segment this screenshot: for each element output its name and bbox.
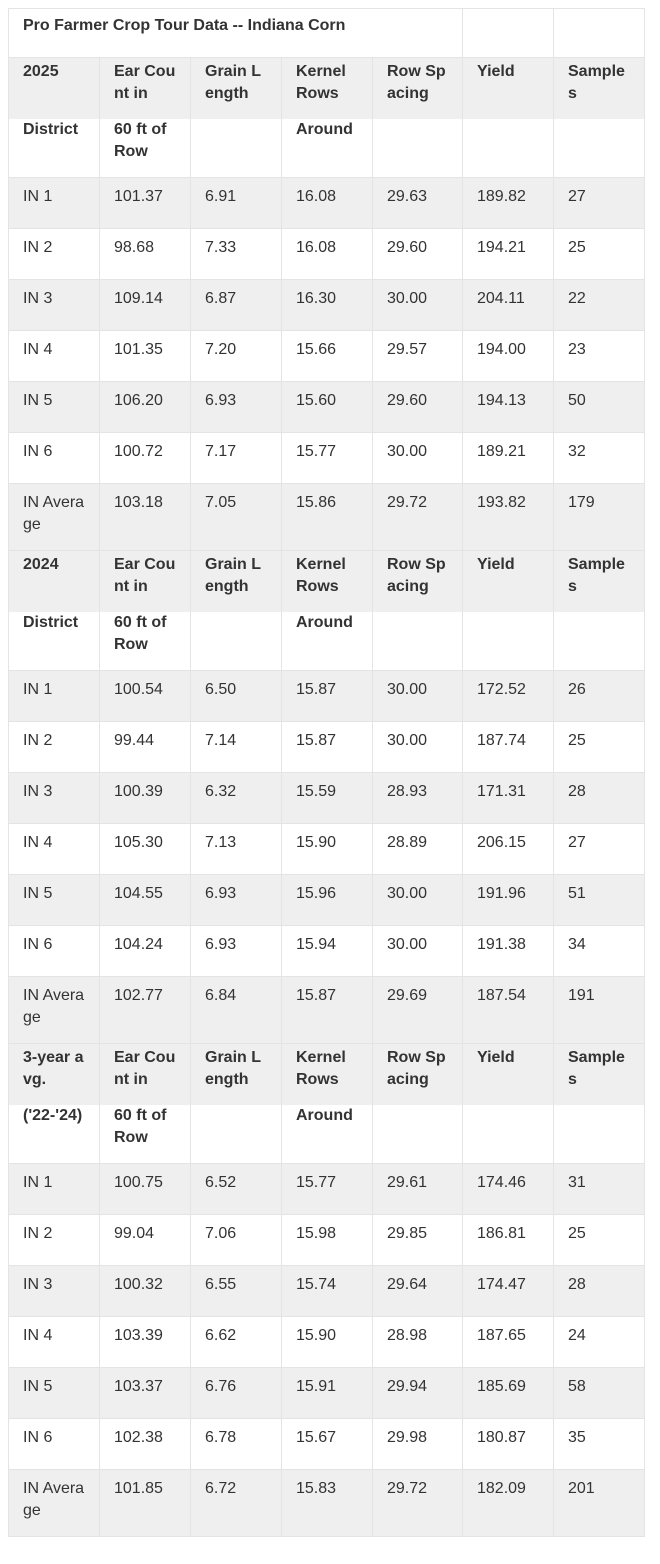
subheader-cell-yield xyxy=(463,119,554,178)
header-cell-yield: Yield xyxy=(463,58,554,120)
cell-district: IN 6 xyxy=(9,1419,100,1470)
cell-ear-count: 103.37 xyxy=(100,1368,191,1419)
table-row xyxy=(9,722,645,773)
cell-yield: 204.11 xyxy=(463,280,554,331)
cell-ear-count: 100.39 xyxy=(100,773,191,824)
cell-samples: 51 xyxy=(554,875,645,926)
cell-grain-length: 7.13 xyxy=(191,824,282,875)
cell-kernel-rows: 15.87 xyxy=(282,671,373,722)
cell-grain-length: 7.20 xyxy=(191,331,282,382)
section-header-row xyxy=(9,551,645,613)
cell-kernel-rows: 16.08 xyxy=(282,178,373,229)
table-body xyxy=(9,9,645,1537)
cell-row-spacing: 30.00 xyxy=(373,722,463,773)
table-row xyxy=(9,433,645,484)
header-cell-kernel-rows: Kernel Rows xyxy=(282,58,373,120)
subheader-cell-district: ('22-'24) xyxy=(9,1105,100,1164)
table-row xyxy=(9,382,645,433)
cell-kernel-rows: 15.90 xyxy=(282,1317,373,1368)
cell-yield: 194.00 xyxy=(463,331,554,382)
subheader-cell-row-spacing xyxy=(373,612,463,671)
cell-district: IN 1 xyxy=(9,1164,100,1215)
cell-ear-count: 101.35 xyxy=(100,331,191,382)
table-row xyxy=(9,1317,645,1368)
cell-row-spacing: 30.00 xyxy=(373,926,463,977)
cell-ear-count: 104.24 xyxy=(100,926,191,977)
cell-kernel-rows: 15.66 xyxy=(282,331,373,382)
cell-row-spacing: 28.93 xyxy=(373,773,463,824)
cell-ear-count: 105.30 xyxy=(100,824,191,875)
cell-kernel-rows: 15.87 xyxy=(282,977,373,1044)
cell-row-spacing: 29.60 xyxy=(373,229,463,280)
table-row xyxy=(9,1164,645,1215)
cell-district: IN 4 xyxy=(9,824,100,875)
header-cell-kernel-rows: Kernel Rows xyxy=(282,551,373,613)
cell-samples: 22 xyxy=(554,280,645,331)
table-row xyxy=(9,178,645,229)
section-subheader-row xyxy=(9,612,645,671)
cell-row-spacing: 30.00 xyxy=(373,433,463,484)
cell-district: IN 5 xyxy=(9,875,100,926)
cell-kernel-rows: 15.77 xyxy=(282,1164,373,1215)
cell-yield: 189.82 xyxy=(463,178,554,229)
subheader-cell-yield xyxy=(463,612,554,671)
cell-district: IN 2 xyxy=(9,722,100,773)
cell-yield: 186.81 xyxy=(463,1215,554,1266)
table-row xyxy=(9,331,645,382)
cell-ear-count: 100.32 xyxy=(100,1266,191,1317)
table-row xyxy=(9,1266,645,1317)
cell-ear-count: 98.68 xyxy=(100,229,191,280)
cell-samples: 27 xyxy=(554,824,645,875)
subheader-cell-samples xyxy=(554,119,645,178)
cell-row-spacing: 29.57 xyxy=(373,331,463,382)
subheader-cell-kernel-rows: Around xyxy=(282,119,373,178)
cell-ear-count: 101.37 xyxy=(100,178,191,229)
cell-ear-count: 99.44 xyxy=(100,722,191,773)
cell-kernel-rows: 15.77 xyxy=(282,433,373,484)
cell-yield: 182.09 xyxy=(463,1470,554,1537)
cell-yield: 171.31 xyxy=(463,773,554,824)
cell-grain-length: 6.52 xyxy=(191,1164,282,1215)
cell-yield: 187.74 xyxy=(463,722,554,773)
header-cell-row-spacing: Row Spacing xyxy=(373,551,463,613)
subheader-cell-row-spacing xyxy=(373,1105,463,1164)
header-cell-district: 3-year avg. xyxy=(9,1044,100,1106)
cell-yield: 194.21 xyxy=(463,229,554,280)
cell-samples: 25 xyxy=(554,722,645,773)
cell-ear-count: 102.38 xyxy=(100,1419,191,1470)
header-cell-district: 2024 xyxy=(9,551,100,613)
table-row xyxy=(9,875,645,926)
table-row xyxy=(9,824,645,875)
cell-samples: 58 xyxy=(554,1368,645,1419)
cell-ear-count: 100.72 xyxy=(100,433,191,484)
average-row xyxy=(9,977,645,1044)
header-cell-row-spacing: Row Spacing xyxy=(373,1044,463,1106)
cell-ear-count: 103.39 xyxy=(100,1317,191,1368)
cell-samples: 25 xyxy=(554,229,645,280)
cell-district: IN 2 xyxy=(9,1215,100,1266)
cell-district: IN 2 xyxy=(9,229,100,280)
cell-row-spacing: 29.72 xyxy=(373,484,463,551)
cell-yield: 191.96 xyxy=(463,875,554,926)
cell-grain-length: 7.14 xyxy=(191,722,282,773)
cell-district: IN 1 xyxy=(9,178,100,229)
cell-district: IN Average xyxy=(9,977,100,1044)
cell-kernel-rows: 15.87 xyxy=(282,722,373,773)
subheader-cell-samples xyxy=(554,612,645,671)
cell-ear-count: 102.77 xyxy=(100,977,191,1044)
cell-yield: 194.13 xyxy=(463,382,554,433)
cell-samples: 201 xyxy=(554,1470,645,1537)
header-cell-row-spacing: Row Spacing xyxy=(373,58,463,120)
cell-samples: 31 xyxy=(554,1164,645,1215)
cell-grain-length: 7.06 xyxy=(191,1215,282,1266)
cell-grain-length: 6.50 xyxy=(191,671,282,722)
cell-row-spacing: 30.00 xyxy=(373,280,463,331)
crop-tour-table xyxy=(8,8,645,1537)
subheader-cell-district: District xyxy=(9,612,100,671)
cell-district: IN 4 xyxy=(9,1317,100,1368)
table-row xyxy=(9,280,645,331)
header-cell-district: 2025 xyxy=(9,58,100,120)
cell-grain-length: 7.05 xyxy=(191,484,282,551)
cell-kernel-rows: 15.94 xyxy=(282,926,373,977)
cell-row-spacing: 29.69 xyxy=(373,977,463,1044)
cell-yield: 191.38 xyxy=(463,926,554,977)
subheader-cell-kernel-rows: Around xyxy=(282,1105,373,1164)
section-header-row xyxy=(9,1044,645,1106)
subheader-cell-samples xyxy=(554,1105,645,1164)
cell-kernel-rows: 15.98 xyxy=(282,1215,373,1266)
cell-grain-length: 6.87 xyxy=(191,280,282,331)
cell-yield: 206.15 xyxy=(463,824,554,875)
table-row xyxy=(9,926,645,977)
header-cell-grain-length: Grain Length xyxy=(191,551,282,613)
cell-samples: 23 xyxy=(554,331,645,382)
header-cell-samples: Samples xyxy=(554,551,645,613)
cell-district: IN 3 xyxy=(9,280,100,331)
cell-row-spacing: 29.98 xyxy=(373,1419,463,1470)
cell-grain-length: 7.17 xyxy=(191,433,282,484)
cell-yield: 189.21 xyxy=(463,433,554,484)
cell-kernel-rows: 15.83 xyxy=(282,1470,373,1537)
cell-samples: 32 xyxy=(554,433,645,484)
cell-grain-length: 6.84 xyxy=(191,977,282,1044)
cell-yield: 174.47 xyxy=(463,1266,554,1317)
cell-ear-count: 106.20 xyxy=(100,382,191,433)
cell-kernel-rows: 15.96 xyxy=(282,875,373,926)
cell-grain-length: 6.32 xyxy=(191,773,282,824)
table-row xyxy=(9,1368,645,1419)
header-cell-kernel-rows: Kernel Rows xyxy=(282,1044,373,1106)
subheader-cell-ear-count: 60 ft of Row xyxy=(100,612,191,671)
cell-ear-count: 109.14 xyxy=(100,280,191,331)
cell-samples: 28 xyxy=(554,1266,645,1317)
cell-district: IN 5 xyxy=(9,382,100,433)
cell-samples: 26 xyxy=(554,671,645,722)
subheader-cell-ear-count: 60 ft of Row xyxy=(100,119,191,178)
cell-district: IN Average xyxy=(9,1470,100,1537)
cell-district: IN 3 xyxy=(9,773,100,824)
section-subheader-row xyxy=(9,1105,645,1164)
cell-yield: 172.52 xyxy=(463,671,554,722)
table-title-row xyxy=(9,9,645,58)
header-cell-ear-count: Ear Count in xyxy=(100,551,191,613)
cell-samples: 28 xyxy=(554,773,645,824)
cell-ear-count: 99.04 xyxy=(100,1215,191,1266)
cell-grain-length: 7.33 xyxy=(191,229,282,280)
cell-ear-count: 104.55 xyxy=(100,875,191,926)
cell-row-spacing: 30.00 xyxy=(373,671,463,722)
cell-grain-length: 6.78 xyxy=(191,1419,282,1470)
subheader-cell-row-spacing xyxy=(373,119,463,178)
header-cell-samples: Samples xyxy=(554,58,645,120)
cell-row-spacing: 29.61 xyxy=(373,1164,463,1215)
cell-kernel-rows: 15.60 xyxy=(282,382,373,433)
cell-row-spacing: 28.89 xyxy=(373,824,463,875)
table-row xyxy=(9,1419,645,1470)
header-cell-yield: Yield xyxy=(463,1044,554,1106)
cell-row-spacing: 29.85 xyxy=(373,1215,463,1266)
empty-cell xyxy=(463,9,554,58)
cell-yield: 180.87 xyxy=(463,1419,554,1470)
section-header-row xyxy=(9,58,645,120)
cell-district: IN Average xyxy=(9,484,100,551)
cell-row-spacing: 28.98 xyxy=(373,1317,463,1368)
cell-district: IN 6 xyxy=(9,926,100,977)
subheader-cell-ear-count: 60 ft of Row xyxy=(100,1105,191,1164)
cell-samples: 191 xyxy=(554,977,645,1044)
cell-samples: 27 xyxy=(554,178,645,229)
subheader-cell-kernel-rows: Around xyxy=(282,612,373,671)
cell-yield: 187.54 xyxy=(463,977,554,1044)
cell-district: IN 1 xyxy=(9,671,100,722)
cell-samples: 34 xyxy=(554,926,645,977)
cell-ear-count: 103.18 xyxy=(100,484,191,551)
subheader-cell-grain-length xyxy=(191,612,282,671)
cell-kernel-rows: 15.90 xyxy=(282,824,373,875)
header-cell-yield: Yield xyxy=(463,551,554,613)
cell-kernel-rows: 15.74 xyxy=(282,1266,373,1317)
cell-grain-length: 6.93 xyxy=(191,926,282,977)
cell-row-spacing: 29.94 xyxy=(373,1368,463,1419)
cell-samples: 50 xyxy=(554,382,645,433)
subheader-cell-grain-length xyxy=(191,119,282,178)
cell-row-spacing: 29.64 xyxy=(373,1266,463,1317)
cell-ear-count: 100.75 xyxy=(100,1164,191,1215)
cell-district: IN 4 xyxy=(9,331,100,382)
cell-kernel-rows: 15.91 xyxy=(282,1368,373,1419)
cell-samples: 35 xyxy=(554,1419,645,1470)
table-row xyxy=(9,229,645,280)
subheader-cell-yield xyxy=(463,1105,554,1164)
cell-row-spacing: 29.63 xyxy=(373,178,463,229)
header-cell-ear-count: Ear Count in xyxy=(100,1044,191,1106)
cell-row-spacing: 29.60 xyxy=(373,382,463,433)
cell-yield: 193.82 xyxy=(463,484,554,551)
header-cell-ear-count: Ear Count in xyxy=(100,58,191,120)
cell-grain-length: 6.93 xyxy=(191,382,282,433)
cell-kernel-rows: 16.08 xyxy=(282,229,373,280)
average-row xyxy=(9,1470,645,1537)
cell-district: IN 5 xyxy=(9,1368,100,1419)
table-title: Pro Farmer Crop Tour Data -- Indiana Corn xyxy=(9,9,463,58)
cell-grain-length: 6.55 xyxy=(191,1266,282,1317)
cell-ear-count: 100.54 xyxy=(100,671,191,722)
cell-grain-length: 6.72 xyxy=(191,1470,282,1537)
subheader-cell-grain-length xyxy=(191,1105,282,1164)
cell-district: IN 3 xyxy=(9,1266,100,1317)
cell-grain-length: 6.91 xyxy=(191,178,282,229)
cell-yield: 187.65 xyxy=(463,1317,554,1368)
cell-grain-length: 6.93 xyxy=(191,875,282,926)
cell-samples: 24 xyxy=(554,1317,645,1368)
table-row xyxy=(9,1215,645,1266)
section-subheader-row xyxy=(9,119,645,178)
cell-row-spacing: 29.72 xyxy=(373,1470,463,1537)
cell-samples: 25 xyxy=(554,1215,645,1266)
cell-yield: 185.69 xyxy=(463,1368,554,1419)
cell-grain-length: 6.76 xyxy=(191,1368,282,1419)
cell-grain-length: 6.62 xyxy=(191,1317,282,1368)
empty-cell xyxy=(554,9,645,58)
cell-district: IN 6 xyxy=(9,433,100,484)
cell-kernel-rows: 15.86 xyxy=(282,484,373,551)
table-row xyxy=(9,773,645,824)
cell-samples: 179 xyxy=(554,484,645,551)
header-cell-grain-length: Grain Length xyxy=(191,1044,282,1106)
header-cell-samples: Samples xyxy=(554,1044,645,1106)
cell-kernel-rows: 15.59 xyxy=(282,773,373,824)
cell-kernel-rows: 16.30 xyxy=(282,280,373,331)
cell-row-spacing: 30.00 xyxy=(373,875,463,926)
cell-kernel-rows: 15.67 xyxy=(282,1419,373,1470)
cell-ear-count: 101.85 xyxy=(100,1470,191,1537)
table-row xyxy=(9,671,645,722)
subheader-cell-district: District xyxy=(9,119,100,178)
cell-yield: 174.46 xyxy=(463,1164,554,1215)
average-row xyxy=(9,484,645,551)
header-cell-grain-length: Grain Length xyxy=(191,58,282,120)
